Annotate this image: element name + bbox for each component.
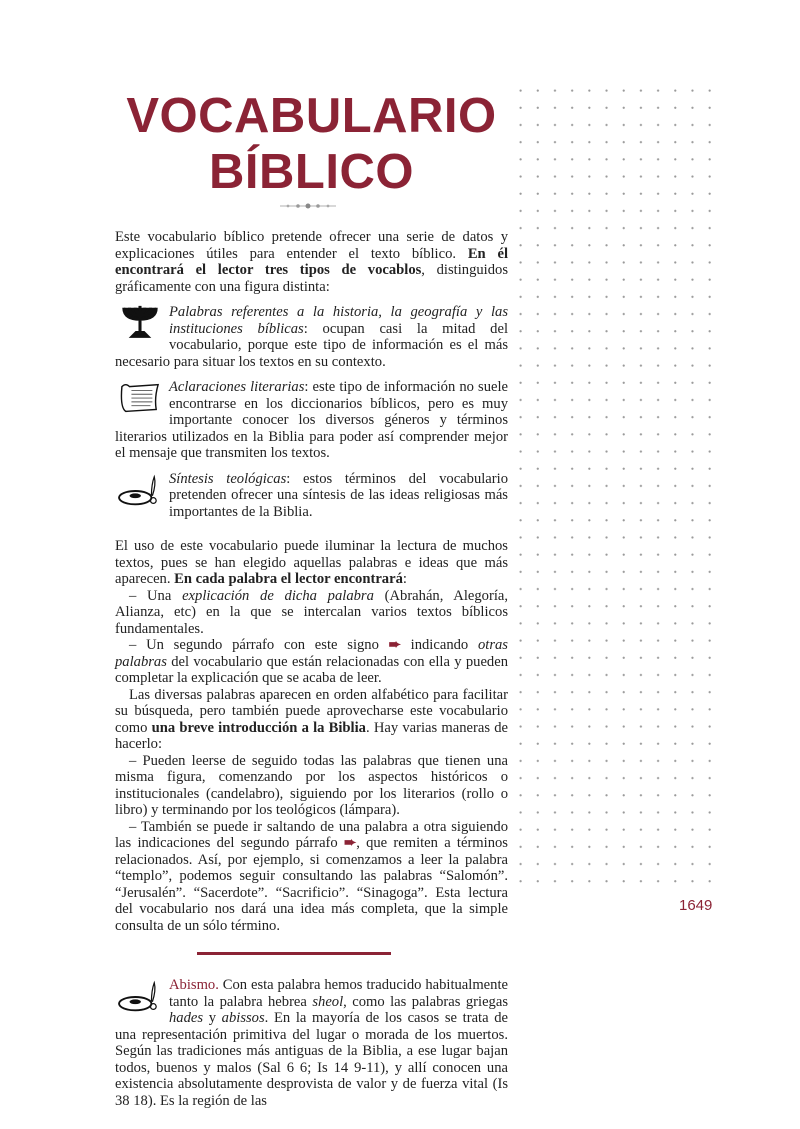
text-segment: Este vocabulario bíblico pretende ofrecer una serie de datos y explicaciones útiles para entender el texto bíblico.: [115, 229, 508, 262]
italic-text: otras palabras: [115, 637, 508, 670]
text-segment: . Hay varias maneras de hacerlo:: [115, 719, 509, 752]
body-paragraph: [115, 753, 508, 819]
entry-abismo: [115, 977, 508, 1109]
ornament-divider-icon: [278, 200, 338, 212]
body-paragraph: [115, 687, 508, 753]
text-segment: : ocupan casi la mitad del vocabulario, porque este tipo de información es el más necesario para situar los textos en su contexto.: [115, 320, 508, 370]
text-segment: : estos términos del vocabulario pretenden ofrecer una síntesis de las ideas religiosas más importantes de la Biblia.: [169, 470, 508, 520]
entry-headword: Abismo.: [169, 977, 219, 993]
section-rule: [197, 952, 391, 955]
text-segment: del vocabulario que están relacionadas con ella y pueden completar la explicación que se acaba de leer.: [115, 653, 508, 686]
lamp-icon: [115, 977, 165, 1017]
italic-text: sheol: [312, 993, 344, 1010]
text-segment: – También se puede ir saltando de una palabra a otra siguiendo las indicaciones del segundo párrafo: [115, 818, 508, 851]
text-segment: Con esta palabra hemos traducido habitualmente tanto la palabra hebrea: [169, 977, 508, 1010]
page-number: 1649: [679, 897, 713, 914]
text-segment: El uso de este vocabulario puede iluminar la lectura de muchos textos, pues se han elegido aquellas palabras e ideas que más aparecen.: [115, 538, 508, 587]
text-segment: Las diversas palabras aparecen en orden alfabético para facilitar su búsqueda, pero también puede aprovecharse este vocabulario como: [115, 686, 508, 736]
text-segment: indicando: [400, 637, 478, 653]
bold-text: una breve introducción a la Biblia: [151, 719, 366, 736]
intro-column: [115, 229, 508, 934]
text-segment: , distinguidos gráficamente con una figura distinta:: [115, 262, 508, 295]
italic-text: explicación de dicha palabra: [182, 587, 374, 604]
body-paragraph: [115, 588, 508, 638]
italic-text: Aclaraciones literarias: [169, 379, 305, 395]
vocabulary-type-item: [115, 304, 508, 370]
body-paragraph: [115, 637, 508, 687]
italic-text: Síntesis teológicas: [169, 470, 287, 487]
lamp-icon: [115, 471, 165, 511]
text-segment: (Abrahán, Alegoría, Alianza, etc) en la que se intercalan varios textos bíblicos fundamentales.: [115, 587, 508, 637]
text-segment: : este tipo de información no suele encontrarse en los diccionarios bíblicos, pero es muy importante conocer los diversos géneros y términos literarios utilizados en la Biblia para poder así comprender mejor el mensaje que transmiten los textos.: [115, 379, 509, 461]
scroll-icon: [115, 379, 165, 419]
cross-reference-arrow-icon: ➨: [343, 835, 357, 851]
title-line-2: BÍBLICO: [209, 145, 414, 199]
bold-text: En él encontrará el lector tres tipos de vocablos: [115, 245, 509, 278]
text-segment: , que remiten a términos relacionados. Así, por ejemplo, si comenzamos a leer la palabra “templo”, podemos seguir consultando las palabras “Salomón”. “Jerusalén”. “Sacerdote”. “Sacrificio”. “Sinagoga”. Esta lectura del vocabulario nos dará una idea más completa, que la simple consulta de un sólo término.: [115, 835, 508, 934]
text-segment: . En la mayoría de los casos se trata de una representación primitiva del lugar o morada de los muertos. Según las tradiciones más antiguas de la Biblia, a ese lugar bajan todos, buenos y malos (Sal 6 6; Is 14 9-11), y allí conocen una existencia absolutamente desprovista de valor y de fuerza vital (Is 38 18). Es la región de las: [115, 1010, 509, 1109]
dot-grid-margin: [512, 82, 718, 894]
text-segment: – Pueden leerse de seguido todas las palabras que tienen una misma figura, comenzando por los aspectos históricos o institucionales (candelabro), siguiendo por los literarios (rollo o libro) y terminando por los teológicos (lámpara).: [115, 752, 508, 818]
body-paragraph: [115, 819, 508, 935]
text-flow: [115, 229, 508, 1129]
italic-text: abissos: [221, 1010, 265, 1026]
italic-text: hades: [169, 1010, 204, 1026]
text-segment: – Una: [129, 587, 183, 604]
menorah-icon: [115, 304, 165, 344]
italic-text: Palabras referentes a la historia, la geografía y las instituciones bíblicas: [169, 304, 508, 337]
body-paragraph: [115, 538, 508, 588]
text-segment: , como las palabras griegas: [343, 993, 508, 1010]
text-segment: :: [402, 571, 407, 587]
bold-text: En cada palabra el lector encontrará: [174, 571, 403, 587]
text-segment: y: [203, 1010, 222, 1026]
cross-reference-arrow-icon: ➨: [388, 637, 401, 653]
page-title: [115, 88, 508, 200]
vocabulary-type-item: [115, 471, 508, 521]
text-segment: – Un segundo párrafo con este signo: [129, 637, 389, 653]
title-line-1: VOCABULARIO: [126, 89, 497, 143]
intro-paragraph: [115, 229, 508, 295]
vocabulary-type-item: [115, 379, 508, 462]
